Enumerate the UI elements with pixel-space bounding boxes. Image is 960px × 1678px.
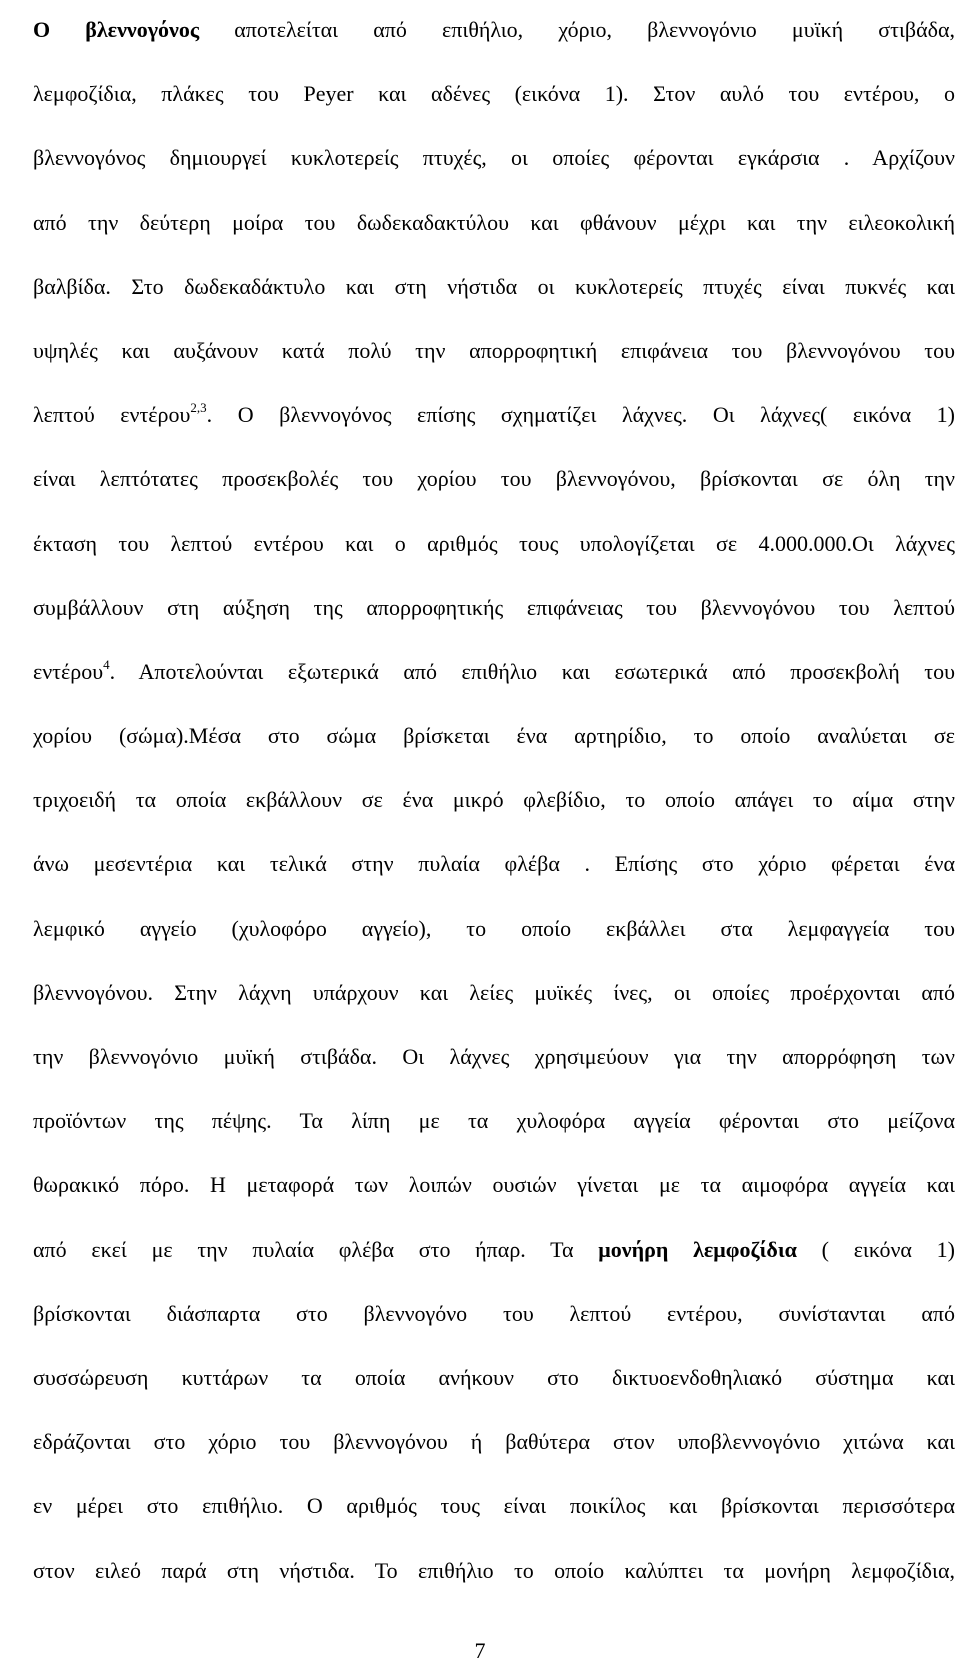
text-line: άνω μεσεντέρια και τελικά στην πυλαία φλέβα . Επίσης στο χόριο φέρεται ένα (33, 851, 955, 877)
bold-term: μονήρη λεμφοζίδια (598, 1236, 797, 1262)
text-line: στον ειλεό παρά στη νήστιδα. Το επιθήλιο το οποίο καλύπτει τα μονήρη λεμφοζίδια, (33, 1557, 955, 1583)
citation-superscript: 4 (103, 656, 110, 672)
text-line: θωρακικό πόρο. Η μεταφορά των λοιπών ουσιών γίνεται με τα αιμοφόρα αγγεία και (33, 1172, 955, 1198)
text-line: προϊόντων της πέψης. Τα λίπη με τα χυλοφόρα αγγεία φέρονται στο μείζονα (33, 1108, 955, 1134)
text-line: συμβάλλουν στη αύξηση της απορροφητικής επιφάνειας του βλεννογόνου του λεπτού (33, 594, 955, 620)
text-line: εν μέρει στο επιθήλιο. Ο αριθμός τους είναι ποικίλος και βρίσκονται περισσότερα (33, 1493, 955, 1519)
text-line: από την δεύτερη μοίρα του δωδεκαδακτύλου και φθάνουν μέχρι και την ειλεοκολική (33, 209, 955, 235)
text-line: είναι λεπτότατες προσεκβολές του χορίου του βλεννογόνου, βρίσκονται σε όλη την (33, 466, 955, 492)
text-line: λεμφικό αγγείο (χυλοφόρο αγγείο), το οποίο εκβάλλει στα λεμφαγγεία του (33, 915, 955, 941)
text-line: Ο βλεννογόνος αποτελείται από επιθήλιο, χόριο, βλεννογόνιο μυϊκή στιβάδα, (33, 17, 955, 42)
text-line: την βλεννογόνιο μυϊκή στιβάδα. Οι λάχνες χρησιμεύουν για την απορρόφηση των (33, 1044, 955, 1069)
text-line: τριχοειδή τα οποία εκβάλλουν σε ένα μικρό φλεβίδιο, το οποίο απάγει το αίμα στην (33, 787, 955, 813)
text-line: λεμφοζίδια, πλάκες του Peyer και αδένες (εικόνα 1). Στον αυλό του εντέρου, ο (33, 81, 955, 107)
text-line: εδράζονται στο χόριο του βλεννογόνου ή βαθύτερα στον υποβλεννογόνιο χιτώνα και (33, 1429, 955, 1455)
text-line: βαλβίδα. Στο δωδεκαδάκτυλο και στη νήστιδα οι κυκλοτερείς πτυχές είναι πυκνές και (33, 273, 955, 299)
text-line: χορίου (σώμα).Μέσα στο σώμα βρίσκεται ένα αρτηρίδιο, το οποίο αναλύεται σε (33, 723, 955, 749)
page-number: 7 (474, 1638, 486, 1663)
text-line: λεπτού εντέρου$^{2,3}$. Ο βλεννογόνος επίσης σχηματίζει λάχνες. Οι λάχνες( εικόνα 1) (33, 400, 955, 428)
text-line: υψηλές και αυξάνουν κατά πολύ την απορροφητική επιφάνεια του βλεννογόνου του (33, 337, 955, 363)
text-line: βλεννογόνου. Στην λάχνη υπάρχουν και λείες μυϊκές ίνες, οι οποίες προέρχονται από (33, 979, 955, 1005)
text-line: έκταση του λεπτού εντέρου και ο αριθμός τους υπολογίζεται σε 4.000.000.Οι λάχνες (33, 530, 955, 556)
bold-term: Ο βλεννογόνος (33, 17, 200, 42)
text-line: βλεννογόνος δημιουργεί κυκλοτερείς πτυχές, οι οποίες φέρονται εγκάρσια . Αρχίζουν (33, 145, 955, 171)
citation-superscript: 2,3 (190, 400, 207, 416)
text-line: από εκεί με την πυλαία φλέβα στο ήπαρ. Τα μονήρη λεμφοζίδια ( εικόνα 1) (33, 1236, 955, 1262)
text-line: συσσώρευση κυττάρων τα οποία ανήκουν στο δικτυοενδοθηλιακό σύστημα και (33, 1364, 955, 1390)
body-paragraph (33, 0, 955, 1603)
text-line: βρίσκονται διάσπαρτα στο βλεννογόνο του λεπτού εντέρου, συνίστανται από (33, 1300, 955, 1326)
text-line: εντέρου$^4$. Αποτελούνται εξωτερικά από επιθήλιο και εσωτερικά από προσεκβολή του (33, 656, 955, 684)
